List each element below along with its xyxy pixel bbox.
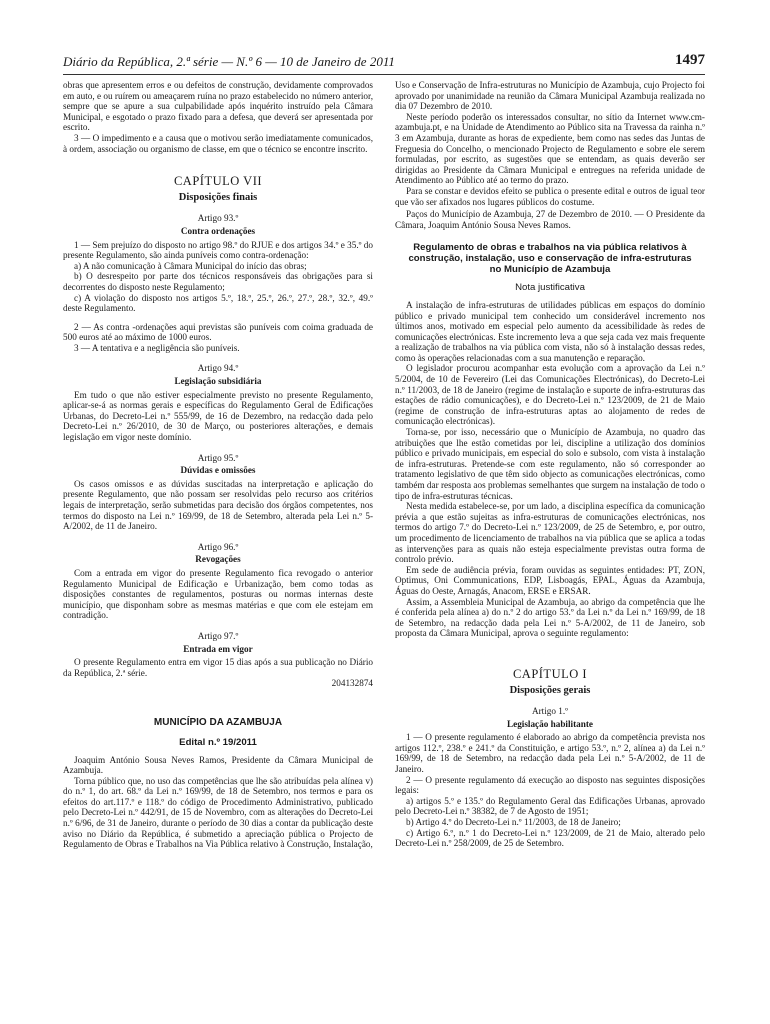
paragraph: Com a entrada em vigor do presente Regulamento fica revogado o anterior Regulamento Municipal de Edificação e Urbanização, bem como todas as disposições constantes de regulamentos, posturas ou normas internas deste município, que disponham sobre as mesmas matérias e que com ele estejam em contradição. <box>63 567 373 621</box>
article-title: Contra ordenações <box>180 225 256 236</box>
article-number: Artigo 97.º <box>197 630 239 641</box>
article-number: Artigo 94.º <box>197 363 239 374</box>
paragraph: b) Artigo 4.º do Decreto-Lei n.º 11/2003, de 18 de Janeiro; <box>406 817 621 828</box>
regulation-title: Regulamento de obras e trabalhos na via pública relativos à construção, instalação, uso e conservação de infra-estruturas no Município de Azambuja <box>408 242 692 276</box>
paragraph: Uso e Conservação de Infra-estruturas no Município de Azambuja, cujo Projecto foi aprovado por unanimidade na reunião da Câmara Municipal Azambuja realizada no dia 07 Dezembro de 2010. <box>395 80 705 112</box>
journal-title: Diário da República, 2.ª série — N.º 6 — 10 de Janeiro de 2011 <box>63 54 395 69</box>
chapter-title: Disposições gerais <box>509 684 591 696</box>
paragraph: Joaquim António Sousa Neves Ramos, Presidente da Câmara Municipal de Azambuja. <box>63 754 373 776</box>
section-heading: MUNICÍPIO DA AZAMBUJA <box>153 716 283 728</box>
paragraph: A instalação de infra-estruturas de utilidades públicas em espaços do domínio público e privado municipal tem conhecido um considerável incremento nos últimos anos, motivado em especial pelo aumento da acessibilidade às redes de comunicações electrónicas. Este incremento leva a que seja cada vez mais frequente a realização de trabalhos na via pública com vista, não só à instalação dessas redes, como às operações relacionadas com a sua manutenção e reparação. <box>395 299 705 363</box>
paragraph: Torna-se, por isso, necessário que o Município de Azambuja, no quadro das atribuições que lhe estão cometidas por lei, discipline a utilização dos domínios público e privado municipais, em especial do solo e subsolo, com vista à instalação de infra-estruturas. Pretende-se com este regulamento, não só corresponder ao tratamento legislativo de que têm sido objecto as comunicações electrónicas, como também dar resposta aos problemas semelhantes que surgem na instalação de todo o tipo de infra-estruturas técnicas. <box>395 427 705 501</box>
page-header <box>63 52 705 75</box>
article-number: Artigo 95.º <box>197 452 239 463</box>
paragraph: Torna público que, no uso das competências que lhe são atribuídas pela alínea v) do n.º 1, do art. 68.º da Lei n.º 169/99, de 18 de Setembro, nos termos e para os efeitos do art.117.º e 118.º do código de Procedimento Administrativo, publicado pelo Decreto-Lei n.º 442/91, de 15 de Novembro, com as alterações do Decreto-Lei n.º 6/96, de 31 de Janeiro, durante o período de 30 dias a contar da publicação deste aviso no Diário da República, é submetido a apreciação pública o Projecto de Regulamento de Obras e Trabalhos na Via Pública relativo à Construção, Instalação, <box>63 775 373 850</box>
paragraph: b) O desrespeito por parte dos técnicos responsáveis das obrigações para si decorrentes do disposto neste Regulamento; <box>63 271 373 292</box>
article-title: Legislação subsidiária <box>174 376 262 387</box>
paragraph: 2 — O presente regulamento dá execução ao disposto nas seguintes disposições legais: <box>395 774 705 796</box>
paragraph: Em sede de audiência prévia, foram ouvidas as seguintes entidades: PT, ZON, Optimus, Oni Communications, EDP, Lisboagás, EPAL, Águas da Azambuja, Águas do Oeste, Arnagás, Anacom, ERSE e ERSAR. <box>395 564 705 596</box>
paragraph: O legislador procurou acompanhar esta evolução com a aprovação da Lei n.º 5/2004, de 10 de Fevereiro (Lei das Comunicações Electrónicas), do Decreto-Lei n.º 11/2003, de 18 de Janeiro (regime de instalação e suporte de infra-estruturas das estações de rádio comunicações), e do Decreto-Lei n.º 123/2009, de 21 de Maio (regime de construção de infra-estruturas aptas ao alojamento de redes de comunicação electrónicas). <box>395 363 705 427</box>
paragraph: Em tudo o que não estiver especialmente previsto no presente Regulamento, aplicar-se-á as normas gerais e específicas do Regulamento Geral de Edificações Urbanas, do Decreto-Lei n.º 555/99, de 16 de Dezembro, na redacção dada pelo Decreto-Lei n.º 26/2010, de 30 de Março, ou posteriores alterações, e demais legislação em vigor neste domínio. <box>63 389 373 443</box>
chapter-title: Disposições finais <box>178 191 258 203</box>
paragraph: Assim, a Assembleia Municipal de Azambuja, ao abrigo da competência que lhe é conferida pela alínea a) do n.º 2 do artigo 53.º da Lei n.º da Lei n.º 169/99, de 18 de Setembro, na redacção dada pela Lei n.º 5-A/2002, de 11 de Janeiro, sob proposta da Câmara Municipal, aprova o seguinte regulamento: <box>395 596 705 639</box>
article-title: Legislação habilitante <box>506 718 593 729</box>
paragraph: obras que apresentem erros e ou defeitos de construção, devidamente comprovados em auto, e ou ruírem ou ameaçarem ruína no prazo estabelecido no número anterior, sempre que se apure a sua culpabilidade após inquérito instruído pela Câmara Municipal, e esgotado o prazo fixado para a defesa, que deverá ser apresentada por escrito. <box>63 80 373 133</box>
paragraph: 1 — O presente regulamento é elaborado ao abrigo da competência prevista nos artigos 112.º, 238.º e 241.º da Constituição, e artigo 53.º, n.º 2, alínea a) da Lei n.º 169/99, de 18 de Setembro, na redacção dada pela Lei n.º 5-A/2002, de 11 de Janeiro. <box>395 732 705 775</box>
paragraph: a) A não comunicação à Câmara Municipal do início das obras; <box>74 260 307 271</box>
paragraph: Para se constar e devidos efeito se publica o presente edital e outros de igual teor que vão ser afixados nos lugares públicos do costume. <box>395 185 705 207</box>
paragraph: Os casos omissos e as dúvidas suscitadas na interpretação e aplicação do presente Regulamento, que não possam ser resolvidas pelo recurso aos critérios legais de interpretação, serão submetidas para decisão dos órgãos competentes, nos termos do disposto na Lei n.º 169/99, de 18 de Setembro, alterada pela Lei n.º 5-A/2002, de 11 de Janeiro. <box>63 478 373 532</box>
article-number: Artigo 96.º <box>197 541 239 552</box>
article-number: Artigo 1.º <box>531 706 569 717</box>
page-number: 1497 <box>675 52 705 68</box>
paragraph: c) Artigo 6.º, n.º 1 do Decreto-Lei n.º 123/2009, de 21 de Maio, alterado pelo Decreto-Lei n.º 258/2009, de 25 de Setembro. <box>395 827 705 849</box>
article-number: Artigo 93.º <box>197 213 239 224</box>
paragraph: 3 — A tentativa e a negligência são puníveis. <box>74 342 240 353</box>
note-heading: Nota justificativa <box>515 282 585 294</box>
publication-code: 204132874 <box>331 678 373 689</box>
article-title: Entrada em vigor <box>183 643 253 654</box>
edital-number: Edital n.º 19/2011 <box>179 736 257 748</box>
article-title: Revogações <box>195 554 241 565</box>
chapter-heading: CAPÍTULO I <box>512 666 588 681</box>
left-column <box>63 80 373 850</box>
paragraph: 2 — As contra -ordenações aqui previstas são puníveis com coima graduada de 500 euros até ao máximo de 1000 euros. <box>63 321 373 343</box>
paragraph: Neste período poderão os interessados consultar, no sítio da Internet www.cm-azambuja.pt, e na Unidade de Atendimento ao Público sita na Travessa da rainha n.º 3 em Azambuja, durante as horas de expediente, bem como nas sedes das Juntas de Freguesia do Concelho, o mencionado Projecto de Regulamento e sobre ele serem formuladas, por escrito, as sugestões que se entendam, as quais deverão ser dirigidas ao Presidente da Câmara Municipal e entregues na referida unidade de Atendimento ao Público até ao termo do prazo. <box>395 111 705 186</box>
paragraph: 1 — Sem prejuízo do disposto no artigo 98.º do RJUE e dos artigos 34.º e 35.º do presente Regulamento, são ainda puníveis como contra-ordenação: <box>63 239 373 261</box>
chapter-heading: CAPÍTULO VII <box>173 174 263 189</box>
paragraph: O presente Regulamento entra em vigor 15 dias após a sua publicação no Diário da República, 2.ª série. <box>63 657 373 678</box>
paragraph: c) A violação do disposto nos artigos 5.º, 18.º, 25.º, 26.º, 27.º, 28.º, 32.º, 49.º deste Regulamento. <box>63 292 373 314</box>
article-title: Dúvidas e omissões <box>180 465 256 476</box>
paragraph: Paços do Município de Azambuja, 27 de Dezembro de 2010. — O Presidente da Câmara, Joaquim António Sousa Neves Ramos. <box>395 209 705 230</box>
paragraph: a) artigos 5.º e 135.º do Regulamento Geral das Edificações Urbanas, aprovado pelo Decreto-Lei n.º 38382, de 7 de Agosto de 1951; <box>395 795 705 817</box>
paragraph: 3 — O impedimento e a causa que o motivou serão imediatamente comunicados, à ordem, associação ou organismo de classe, em que o técnico se encontre inscrito. <box>63 132 373 154</box>
right-column <box>395 80 705 849</box>
paragraph: Nesta medida estabelece-se, por um lado, a disciplina específica da comunicação prévia a que estão sujeitas as infra-estruturas de comunicações electrónicas, nos termos do artigo 7.º do Decreto-Lei n.º 123/2009, de 25 de Setembro, e, por outro, um procedimento de licenciamento de trabalhos na via pública que se aplica a todas as intervenções para as quais não esteja especialmente previstas outra forma de controlo prévio. <box>395 501 705 565</box>
